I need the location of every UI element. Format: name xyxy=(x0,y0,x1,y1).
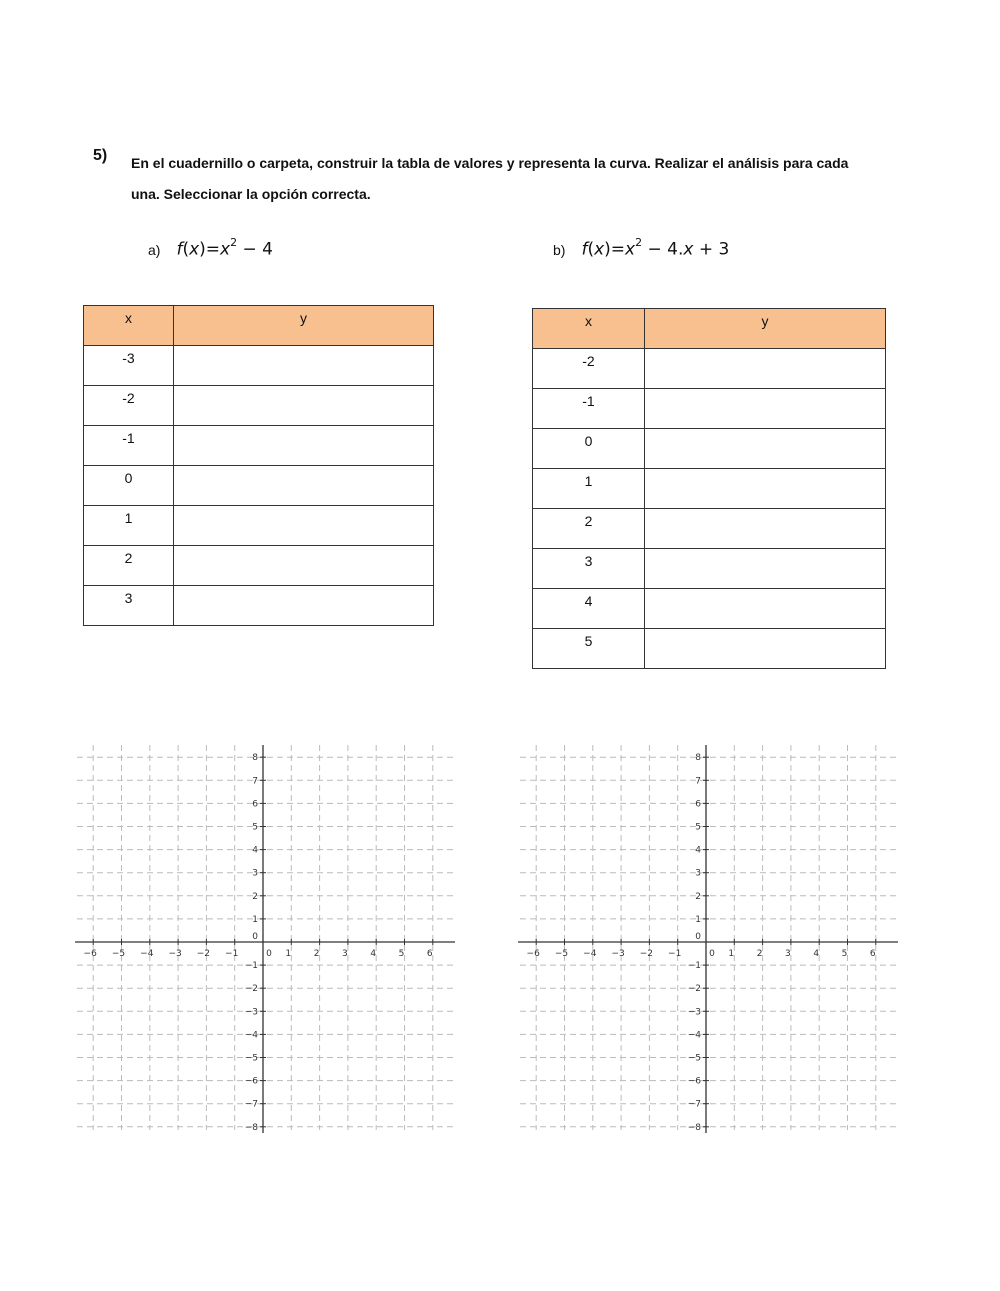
x-cell: -2 xyxy=(84,386,174,426)
y-tick-label: 2 xyxy=(695,891,701,902)
y-tick-label: 1 xyxy=(252,914,258,925)
y-tick-label: 7 xyxy=(252,776,258,787)
x-tick-label: −5 xyxy=(111,949,126,959)
y-tick-label: 2 xyxy=(252,891,258,902)
question-line-2: una. Seleccionar la opción correcta. xyxy=(131,186,371,202)
x-cell: 1 xyxy=(84,506,174,546)
table-a-header-y: y xyxy=(174,306,434,346)
x-tick-label: 3 xyxy=(785,949,791,959)
table-row xyxy=(84,466,434,506)
x-tick-label: −6 xyxy=(526,949,540,959)
x-tick-label: −2 xyxy=(639,949,654,959)
formula-b-base: x xyxy=(625,239,636,260)
table-row xyxy=(84,546,434,586)
x-cell: -1 xyxy=(84,426,174,466)
formula-a-open: ( xyxy=(182,239,190,260)
x-cell: 4 xyxy=(533,589,645,629)
formula-a-x: x xyxy=(189,239,200,260)
formula-b-label: b) xyxy=(553,241,566,258)
y-cell[interactable] xyxy=(645,629,886,669)
x-tick-label: 1 xyxy=(285,949,292,959)
y-tick-label: 5 xyxy=(252,822,258,833)
x-cell: 0 xyxy=(533,429,645,469)
x-tick-label: 4 xyxy=(813,949,820,959)
formula-b-rest-a: − 4. xyxy=(642,239,684,260)
y-tick-label: −1 xyxy=(687,961,701,972)
x-tick-label: 2 xyxy=(313,949,320,959)
y-cell[interactable] xyxy=(645,389,886,429)
question-number: 5) xyxy=(93,147,108,164)
y-cell[interactable] xyxy=(645,469,886,509)
y-tick-label: −7 xyxy=(244,1099,258,1110)
table-row xyxy=(533,589,886,629)
table-a-header-x: x xyxy=(84,306,174,346)
y-tick-label: 3 xyxy=(695,868,701,879)
formula-b-exp: 2 xyxy=(635,236,643,249)
formula-a-label: a) xyxy=(148,241,161,258)
y-cell[interactable] xyxy=(174,466,434,506)
x-tick-label: 4 xyxy=(370,949,377,959)
value-table-b xyxy=(532,308,886,669)
x-tick-label: −3 xyxy=(168,949,182,959)
value-table-a xyxy=(83,305,434,626)
table-row xyxy=(84,386,434,426)
y-tick-label: 6 xyxy=(695,799,701,810)
y-tick-label: −8 xyxy=(244,1122,258,1133)
x-tick-label: 6 xyxy=(426,949,433,959)
y-tick-label: 8 xyxy=(252,753,258,764)
table-row xyxy=(533,549,886,589)
formula-a-close: ) xyxy=(199,239,206,260)
y-cell[interactable] xyxy=(174,346,434,386)
formula-b-rest-var: x xyxy=(683,239,694,260)
origin-label-x: 0 xyxy=(709,949,715,959)
table-b-header-y: y xyxy=(645,309,886,349)
coordinate-grid-b[interactable] xyxy=(518,740,898,1135)
origin-label: 0 xyxy=(252,932,258,942)
y-tick-label: −8 xyxy=(687,1122,701,1133)
y-tick-label: 4 xyxy=(695,845,701,856)
table-row xyxy=(533,429,886,469)
y-cell[interactable] xyxy=(174,546,434,586)
y-tick-label: −5 xyxy=(687,1053,701,1064)
y-tick-label: −6 xyxy=(687,1076,701,1087)
x-cell: 2 xyxy=(533,509,645,549)
x-tick-label: −2 xyxy=(196,949,211,959)
formula-b-f: f xyxy=(581,239,588,260)
formula-b-open: ( xyxy=(587,239,595,260)
x-tick-label: −3 xyxy=(611,949,625,959)
x-tick-label: 2 xyxy=(756,949,763,959)
y-cell[interactable] xyxy=(174,426,434,466)
x-cell: 1 xyxy=(533,469,645,509)
x-tick-label: 3 xyxy=(342,949,348,959)
y-tick-label: −4 xyxy=(687,1030,701,1041)
y-tick-label: 4 xyxy=(252,845,258,856)
table-row xyxy=(533,389,886,429)
y-cell[interactable] xyxy=(174,386,434,426)
formula-a-eq: = xyxy=(205,239,221,260)
y-cell[interactable] xyxy=(174,586,434,626)
formula-a-rest: − 4 xyxy=(237,239,273,260)
y-tick-label: −3 xyxy=(244,1007,258,1018)
y-tick-label: −1 xyxy=(244,961,258,972)
formula-a-base: x xyxy=(220,239,231,260)
y-tick-label: 1 xyxy=(695,914,701,925)
coordinate-grid-a[interactable] xyxy=(75,740,455,1135)
table-row xyxy=(533,349,886,389)
y-tick-label: 6 xyxy=(252,799,258,810)
x-cell: 3 xyxy=(84,586,174,626)
y-cell[interactable] xyxy=(645,349,886,389)
y-tick-label: 5 xyxy=(695,822,701,833)
x-cell: -3 xyxy=(84,346,174,386)
x-tick-label: 5 xyxy=(841,949,848,959)
table-row xyxy=(533,629,886,669)
x-tick-label: −1 xyxy=(225,949,239,959)
x-cell: 0 xyxy=(84,466,174,506)
y-cell[interactable] xyxy=(645,509,886,549)
formula-a-exp: 2 xyxy=(230,236,238,249)
table-row xyxy=(84,506,434,546)
y-tick-label: −7 xyxy=(687,1099,701,1110)
y-tick-label: −2 xyxy=(687,984,701,995)
y-tick-label: −2 xyxy=(244,984,258,995)
x-tick-label: 5 xyxy=(398,949,405,959)
formula-a-f: f xyxy=(176,239,183,260)
y-cell[interactable] xyxy=(645,429,886,469)
table-b-header-x: x xyxy=(533,309,645,349)
y-tick-label: 3 xyxy=(252,868,258,879)
y-cell[interactable] xyxy=(645,549,886,589)
x-tick-label: −5 xyxy=(554,949,569,959)
formula-b-eq: = xyxy=(610,239,626,260)
x-tick-label: −4 xyxy=(583,949,597,959)
formula-b-rest-b: + 3 xyxy=(693,239,730,260)
x-cell: 2 xyxy=(84,546,174,586)
table-row xyxy=(533,509,886,549)
origin-label: 0 xyxy=(695,932,701,942)
y-tick-label: 8 xyxy=(695,753,701,764)
x-cell: -2 xyxy=(533,349,645,389)
formula-b-x: x xyxy=(594,239,605,260)
table-row xyxy=(84,426,434,466)
y-cell[interactable] xyxy=(645,589,886,629)
y-tick-label: −6 xyxy=(244,1076,258,1087)
y-tick-label: 7 xyxy=(695,776,701,787)
x-tick-label: −1 xyxy=(668,949,682,959)
table-row xyxy=(533,469,886,509)
x-tick-label: −4 xyxy=(140,949,154,959)
x-tick-label: −6 xyxy=(83,949,97,959)
question-line-1: En el cuadernillo o carpeta, construir la tabla de valores y representa la curva. Realizar el análisis para cada xyxy=(131,155,849,171)
x-cell: -1 xyxy=(533,389,645,429)
y-cell[interactable] xyxy=(174,506,434,546)
x-cell: 5 xyxy=(533,629,645,669)
table-row xyxy=(84,586,434,626)
formula-b-close: ) xyxy=(604,239,611,260)
origin-label-x: 0 xyxy=(266,949,272,959)
formula-b xyxy=(553,238,729,260)
table-row xyxy=(84,346,434,386)
formula-a xyxy=(148,238,273,260)
x-tick-label: 6 xyxy=(869,949,876,959)
question-text xyxy=(131,148,901,210)
x-tick-label: 1 xyxy=(728,949,735,959)
x-cell: 3 xyxy=(533,549,645,589)
y-tick-label: −5 xyxy=(244,1053,258,1064)
y-tick-label: −3 xyxy=(687,1007,701,1018)
y-tick-label: −4 xyxy=(244,1030,258,1041)
